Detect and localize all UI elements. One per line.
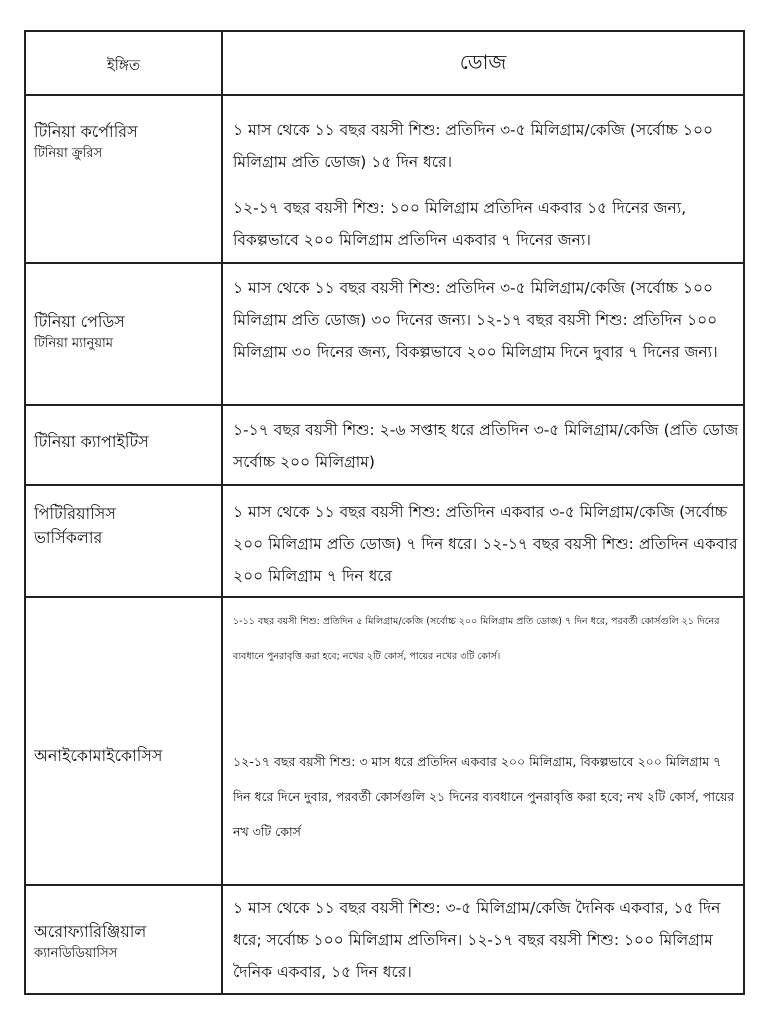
dose-text: ১ মাস থেকে ১১ বছর বয়সী শিশু: প্রতিদিন ৩-৫ মিলিগ্রাম/কেজি (সর্বোচ্চ ১০০ মিলিগ্রাম প্রতি ডোজ) ৩০ দিনের জন্য। ১২-১৭ বছর বয়সী শিশু: প্রতিদিন ১০০ মিলিগ্রাম ৩০ দিনের জন্য, বিকল্পভাবে ২০০ মিলিগ্রাম দিনে দুবার ৭ দিনের জন্য। [233,279,718,361]
dose-text: ১২-১৭ বছর বয়সী শিশু: ১০০ মিলিগ্রাম প্রতিদিন একবার ১৫ দিনের জন্য, বিকল্পভাবে ২০০ মিলিগ্রাম প্রতিদিন একবার ৭ দিনের জন্য। [233,199,687,249]
indication-cell [26,886,223,993]
dose-text: ১ মাস থেকে ১১ বছর বয়সী শিশু: প্রতিদিন ৩-৫ মিলিগ্রাম/কেজি (সর্বোচ্চ ১০০ মিলিগ্রাম প্রতি ডোজ) ১৫ দিন ধরে। [233,121,714,171]
indication-cell [26,486,223,596]
indication-cell [26,264,223,404]
dose-cell [223,486,743,596]
dose-text: ১-১৭ বছর বয়সী শিশু: ২-৬ সপ্তাহ ধরে প্রতিদিন ৩-৫ মিলিগ্রাম/কেজি (প্রতি ডোজ সর্বোচ্চ ২০০ মিলিগ্রাম) [233,421,739,471]
indication-name: টিনিয়া ক্যাপাইটিস [34,432,149,451]
dose-cell [223,406,743,484]
indication-subname: টিনিয়া ম্যানুয়াম [34,336,114,351]
indication-name: টিনিয়া পেডিস [34,312,125,331]
dose-cell [223,598,743,884]
indication-cell [26,406,223,484]
dose-text: ১-১১ বছর বয়সী শিশু: প্রতিদিন ৫ মিলিগ্রাম/কেজি (সর্বোচ্চ ২০০ মিলিগ্রাম প্রতি ডোজ) ৭ দিন ধরে, পরবর্তী কোর্সগুলি ২১ দিনের ব্যবধানে পুনরাবৃত্তি করা হবে; নখের ২টি কোর্স, পায়ের নখের ৩টি কোর্স। [233,616,720,662]
dose-header: ডোজ [459,50,507,74]
dose-text: ১ মাস থেকে ১১ বছর বয়সী শিশু: ৩-৫ মিলিগ্রাম/কেজি দৈনিক একবার, ১৫ দিন ধরে; সর্বোচ্চ ১০০ মিলিগ্রাম প্রতিদিন। ১২-১৭ বছর বয়সী শিশু: ১০০ মিলিগ্রাম দৈনিক একবার, ১৫ দিন ধরে। [233,899,721,981]
dose-cell [223,264,743,404]
indication-subname: ক্যানডিডিয়াসিস [34,946,118,961]
table-row [26,598,743,886]
dose-text: ১ মাস থেকে ১১ বছর বয়সী শিশু: প্রতিদিন একবার ৩-৫ মিলিগ্রাম/কেজি (সর্বোচ্চ ২০০ মিলিগ্রাম প্রতি ডোজ) ৭ দিন ধরে। ১২-১৭ বছর বয়সী শিশু: প্রতিদিন একবার ২০০ মিলিগ্রাম ৭ দিন ধরে [233,503,738,585]
indication-name: অরোফ্যারিঞ্জিয়াল [34,922,147,941]
indication-header-cell [26,32,223,94]
table-row [26,96,743,264]
indication-header: ইঙ্গিত [106,56,141,74]
indication-name: টিনিয়া কর্পোরিস [34,122,138,141]
dose-text: ১২-১৭ বছর বয়সী শিশু: ৩ মাস ধরে প্রতিদিন একবার ২০০ মিলিগ্রাম, বিকল্পভাবে ২০০ মিলিগ্রাম ৭ দিন ধরে দিনে দুবার, পরবর্তী কোর্সগুলি ২১ দিনের ব্যবধানে পুনরাবৃত্তি করা হবে; নখ ২টি কোর্স, পায়ের নখ ৩টি কোর্স [233,754,735,839]
table-row [26,486,743,598]
indication-subname: টিনিয়া ক্রুরিস [34,146,103,161]
table-row [26,264,743,406]
indication-name: পিটিরিয়াসিস ভার্সিকলার [34,504,116,547]
indication-name: অনাইকোমাইকোসিস [34,746,163,765]
table-row [26,406,743,486]
dose-cell [223,96,743,262]
indication-cell [26,96,223,262]
header-row [26,32,743,96]
dose-header-cell [223,32,743,94]
dosage-table [24,30,745,995]
dose-cell [223,886,743,993]
table-row [26,886,743,993]
indication-cell [26,598,223,884]
